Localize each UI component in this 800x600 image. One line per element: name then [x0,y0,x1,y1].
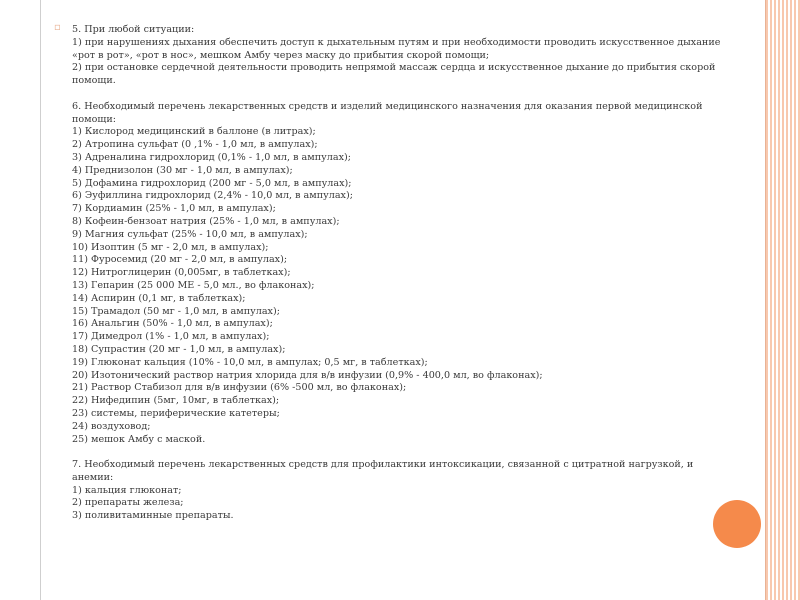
text-line: 12) Нитроглицерин (0,005мг, в таблетках); [72,267,291,279]
text-line: 15) Трамадол (50 мг - 1,0 мл, в ампулах); [72,305,280,317]
text-line: 22) Нифедипин (5мг, 10мг, в таблетках); [72,395,280,407]
text-line: 11) Фуросемид (20 мг - 2,0 мл, в ампулах); [72,254,288,266]
slide-text [72,24,721,523]
text-line: 4) Преднизолон (30 мг - 1,0 мл, в ампулах); [72,164,293,176]
text-line: 17) Димедрол (1% - 1,0 мл, в ампулах); [72,331,270,343]
text-line: 14) Аспирин (0,1 мг, в таблетках); [72,292,246,304]
text-line: 23) системы, периферические катетеры; [72,407,280,419]
text-line: 8) Кофеин-бензоат натрия (25% - 1,0 мл, в ампулах); [72,215,340,227]
blank-line [72,88,712,101]
text-line: 2) Атропина сульфат (0 ,1% - 1,0 мл, в ампулах); [72,139,318,151]
text-line: 1) кальция глюконат; [72,484,182,496]
decorative-circle-icon [713,500,761,548]
text-line: 19) Глюконат кальция (10% - 10,0 мл, в ампулах; 0,5 мг, в таблетках); [72,356,428,368]
text-line: 1) при нарушениях дыхания обеспечить доступ к дыхательным путям и при необходимости проводить искусственное дыхание [72,36,721,48]
text-line: помощи. [72,75,116,87]
text-line: 9) Магния сульфат (25% - 10,0 мл, в ампулах); [72,228,308,240]
text-line: «рот в рот», «рот в нос», мешком Амбу через маску до прибытия скорой помощи; [72,49,490,61]
text-line: 5) Дофамина гидрохлорид (200 мг - 5,0 мл, в ампулах); [72,177,352,189]
text-line: 24) воздуховод; [72,420,151,432]
text-line: 5. При любой ситуации: [72,24,195,35]
blank-line [72,446,712,459]
text-line: 13) Гепарин (25 000 МЕ - 5,0 мл., во флаконах); [72,279,315,291]
text-line: 2) при остановке сердечной деятельности проводить непрямой массаж сердца и искусственное дыхание до прибытия скорой [72,62,716,74]
text-line: 16) Анальгин (50% - 1,0 мл, в ампулах); [72,318,273,330]
text-line: 21) Раствор Стабизол для в/в инфузии (6% -500 мл, во флаконах); [72,382,407,394]
bullet-icon: ▫ [54,22,61,33]
text-line: 2) препараты железа; [72,497,184,509]
text-line: 3) поливитаминные препараты. [72,510,234,522]
text-line: 3) Адреналина гидрохлорид (0,1% - 1,0 мл, в ампулах); [72,151,351,163]
text-line: 1) Кислород медицинский в баллоне (в литрах); [72,126,316,138]
text-line: 6. Необходимый перечень лекарственных средств и изделий медицинского назначения для оказания первой медицинской [72,100,703,112]
text-line: 7. Необходимый перечень лекарственных средств для профилактики интоксикации, связанной с цитратной нагрузкой, и [72,459,694,471]
text-line: 20) Изотонический раствор натрия хлорида для в/в инфузии (0,9% - 400,0 мл, во флаконах); [72,369,543,381]
text-line: анемии: [72,471,114,483]
text-line: 6) Эуфиллина гидрохлорид (2,4% - 10,0 мл, в ампулах); [72,190,353,202]
text-line: помощи: [72,113,116,125]
text-line: 10) Изоптин (5 мг - 2,0 мл, в ампулах); [72,241,269,253]
text-line: 7) Кордиамин (25% - 1,0 мл, в ампулах); [72,203,276,215]
text-line: 18) Супрастин (20 мг - 1,0 мл, в ампулах); [72,343,286,355]
text-line: 25) мешок Амбу с маской. [72,433,206,445]
decorative-stripe [765,0,800,600]
